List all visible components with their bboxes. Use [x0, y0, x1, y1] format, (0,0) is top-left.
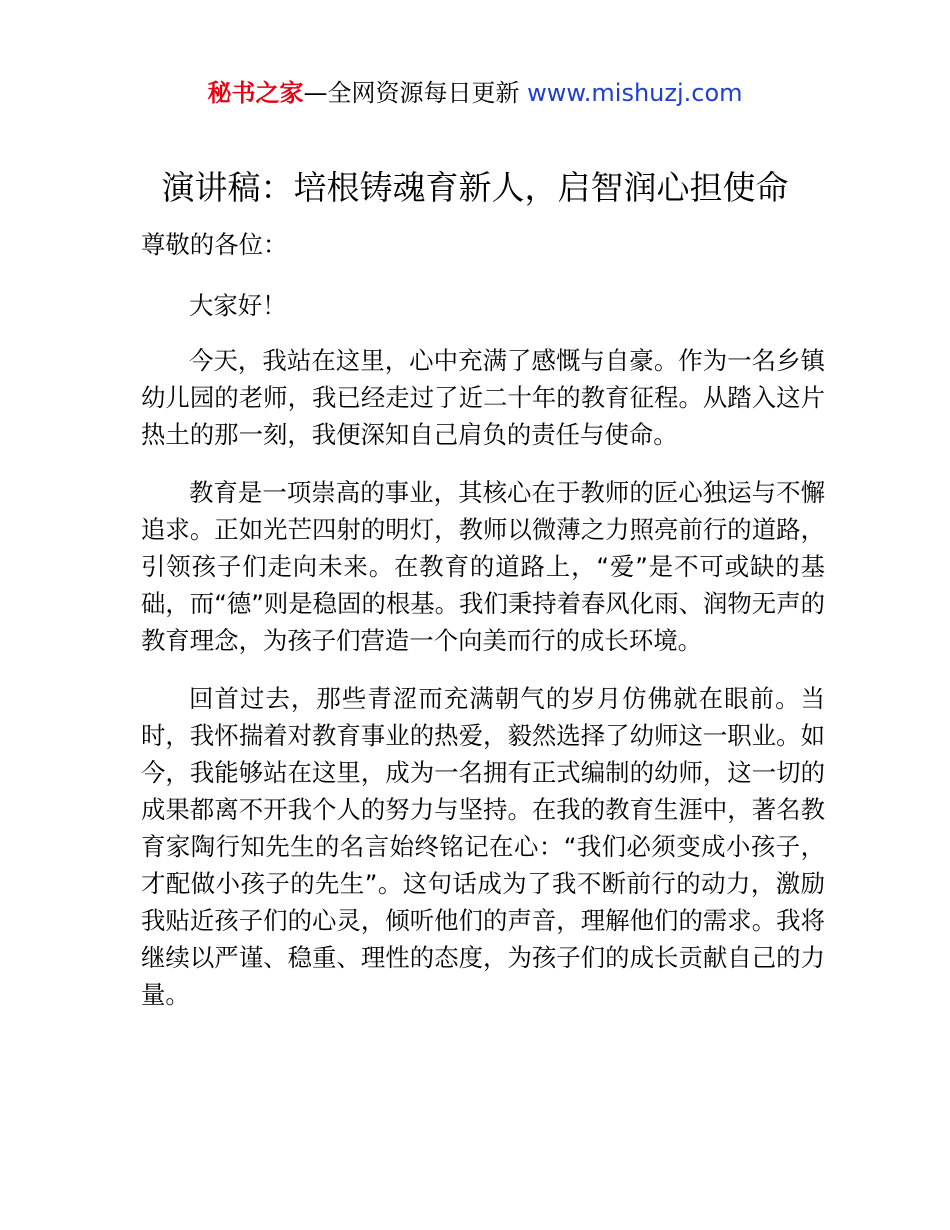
site-header	[0, 78, 950, 108]
salutation: 尊敬的各位：	[141, 230, 288, 259]
site-url-link[interactable]: www.mishuzj.com	[527, 79, 743, 107]
paragraph-education-mission: 教育是一项崇高的事业，其核心在于教师的匠心独运与不懈追求。正如光芒四射的明灯，教师以微薄之力照亮前行的道路，引领孩子们走向未来。在教育的道路上，“爱”是不可或缺的基础，而“德”则是稳固的根基。我们秉持着春风化雨、润物无声的教育理念，为孩子们营造一个向美而行的成长环境。	[141, 478, 825, 655]
paragraph-introduction: 今天，我站在这里，心中充满了感慨与自豪。作为一名乡镇幼儿园的老师，我已经走过了近二十年的教育征程。从踏入这片热土的那一刻，我便深知自己肩负的责任与使命。	[141, 346, 825, 449]
site-brand: 秘书之家	[207, 79, 304, 107]
paragraph-retrospective: 回首过去，那些青涩而充满朝气的岁月仿佛就在眼前。当时，我怀揣着对教育事业的热爱，毅然选择了幼师这一职业。如今，我能够站在这里，成为一名拥有正式编制的幼师，这一切的成果都离不开我个人的努力与坚持。在我的教育生涯中，著名教育家陶行知先生的名言始终铭记在心：“我们必须变成小孩子，才配做小孩子的先生”。这句话成为了我不断前行的动力，激励我贴近孩子们的心灵，倾听他们的声音，理解他们的需求。我将继续以严谨、稳重、理性的态度，为孩子们的成长贡献自己的力量。	[141, 684, 825, 1009]
paragraph-greeting: 大家好！	[189, 291, 287, 320]
document-body	[141, 226, 825, 1034]
document-title: 演讲稿：培根铸魂育新人，启智润心担使命	[161, 168, 789, 207]
site-tagline: —全网资源每日更新	[303, 79, 528, 107]
